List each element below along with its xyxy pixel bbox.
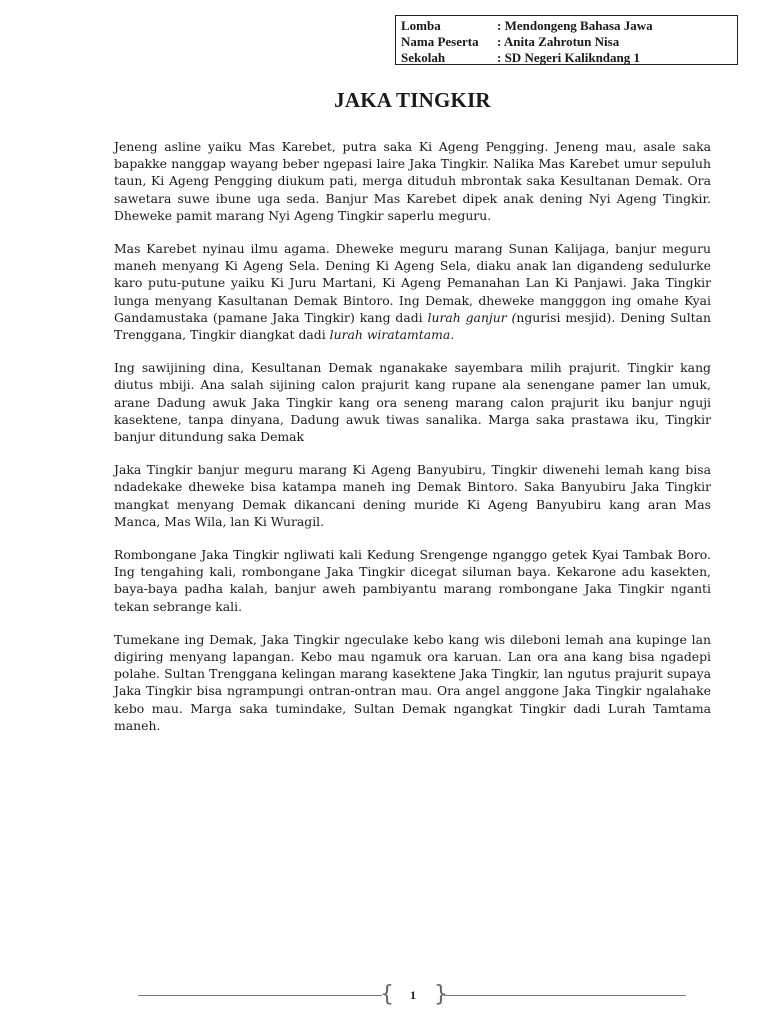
paragraph-5: Rombongane Jaka Tingkir ngliwati kali Kedung Srengenge nganggo getek Kyai Tambak Boro. Ing tengahing kali, rombongane Jaka Tingkir dicegat siluman baya. Kekarone adu kasekten, baya-baya padha kalah, banjur aweh pambiyantu marang rombongane Jaka Tingkir nganti tekan sebrange kali. [114, 547, 711, 614]
paragraph-2-part-a: Mas Karebet nyinau ilmu agama. Dheweke meguru marang Sunan Kalijaga, banjur meguru maneh menyang Ki Ageng Sela. Dening Ki Ageng Sela, diaku anak lan digandeng sedulurke karo putu-putune yaiku Ki Juru Martani, Ki Ageng Pemanahan Lan Ki Panjawi. Jaka Tingkir lunga menyang Kasultanan Demak Bintoro. Ing Demak, dheweke mangggon ing omahe Kyai Gandamustaka (pamane Jaka Tingkir) kang dadi [114, 241, 711, 325]
story-body [114, 138, 711, 750]
paragraph-1: Jeneng asline yaiku Mas Karebet, putra saka Ki Ageng Pengging. Jeneng mau, asale saka bapakke nanggap wayang beber ngepasi laire Jaka Tingkir. Nalika Mas Karebet umur sepuluh taun, Ki Ageng Pengging diukum pati, merga dituduh mbrontak saka Kesultanan Demak. Ora sawetara suwe ibune uga seda. Banjur Mas Karebet dipek anak dening Nyi Ageng Tingkir. Dheweke pamit marang Nyi Ageng Tingkir saperlu meguru. [114, 139, 711, 223]
info-row-contest [401, 18, 737, 34]
info-row-participant [401, 34, 737, 50]
document-title: JAKA TINGKIR [334, 88, 491, 112]
paragraph-3: Ing sawijining dina, Kesultanan Demak nganakake sayembara milih prajurit. Tingkir kang diutus mbiji. Ana salah sijining calon prajurit kang rupane ala senengane pamer lan umuk, arane Dadung awuk Jaka Tingkir kang ora seneng marang calon prajurit iku banjur nguji kasektene, tanpa dinyana, Dadung awuk tiwas sanalika. Marga saka prastawa iku, Tingkir banjur ditundung saka Demak [114, 360, 711, 445]
info-row-school [401, 50, 737, 66]
footer-left-brace-icon: { [380, 982, 394, 1007]
paragraph-2-italic-lurah-wiratamtama: lurah wiratamtama [329, 327, 451, 343]
paragraph-2-part-e: . [450, 327, 455, 343]
info-value-school: : SD Negeri Kalikndang 1 [497, 50, 641, 65]
info-label-participant: Nama Peserta [401, 34, 479, 49]
footer-rule-right [444, 995, 686, 996]
paragraph-6: Tumekane ing Demak, Jaka Tingkir ngeculake kebo kang wis dileboni lemah ana kupinge lan digiring menyang lapangan. Kebo mau ngamuk ora karuan. Lan ora ana kang bisa ngadepi polahe. Sultan Trenggana kelingan marang kasektene Jaka Tingkir, lan ngutus prajurit supaya Jaka Tingkir bisa ngrampungi ontran-ontran mau. Ora angel anggone Jaka Tingkir ngalahake kebo mau. Marga saka tumindake, Sultan Demak ngangkat Tingkir dadi Lurah Tamtama maneh. [114, 631, 711, 733]
footer-right-brace-icon: } [434, 982, 448, 1007]
info-label-contest: Lomba [401, 18, 441, 33]
paragraph-2-part-c: ngurisi mesjid). Dening Sultan Trenggana, Tingkir diangkat dadi [114, 309, 711, 343]
contest-info-box [395, 15, 738, 65]
info-label-school: Sekolah [401, 50, 446, 65]
info-value-contest: : Mendongeng Bahasa Jawa [497, 18, 653, 33]
info-value-participant: : Anita Zahrotun Nisa [497, 34, 620, 49]
paragraph-4: Jaka Tingkir banjur meguru marang Ki Ageng Banyubiru, Tingkir diwenehi lemah kang bisa ndadekake dheweke bisa katampa maneh ing Demak Bintoro. Saka Banyubiru Jaka Tingkir mangkat menyang Demak dikancani dening muride Ki Ageng Banyubiru kang aran Mas Manca, Mas Wila, lan Ki Wuragil. [114, 462, 711, 529]
page-number: 1 [410, 988, 416, 1002]
footer-rule-left [138, 995, 382, 996]
paragraph-2 [114, 240, 711, 343]
paragraph-2-italic-lurah-ganjur: lurah ganjur ( [427, 309, 517, 325]
